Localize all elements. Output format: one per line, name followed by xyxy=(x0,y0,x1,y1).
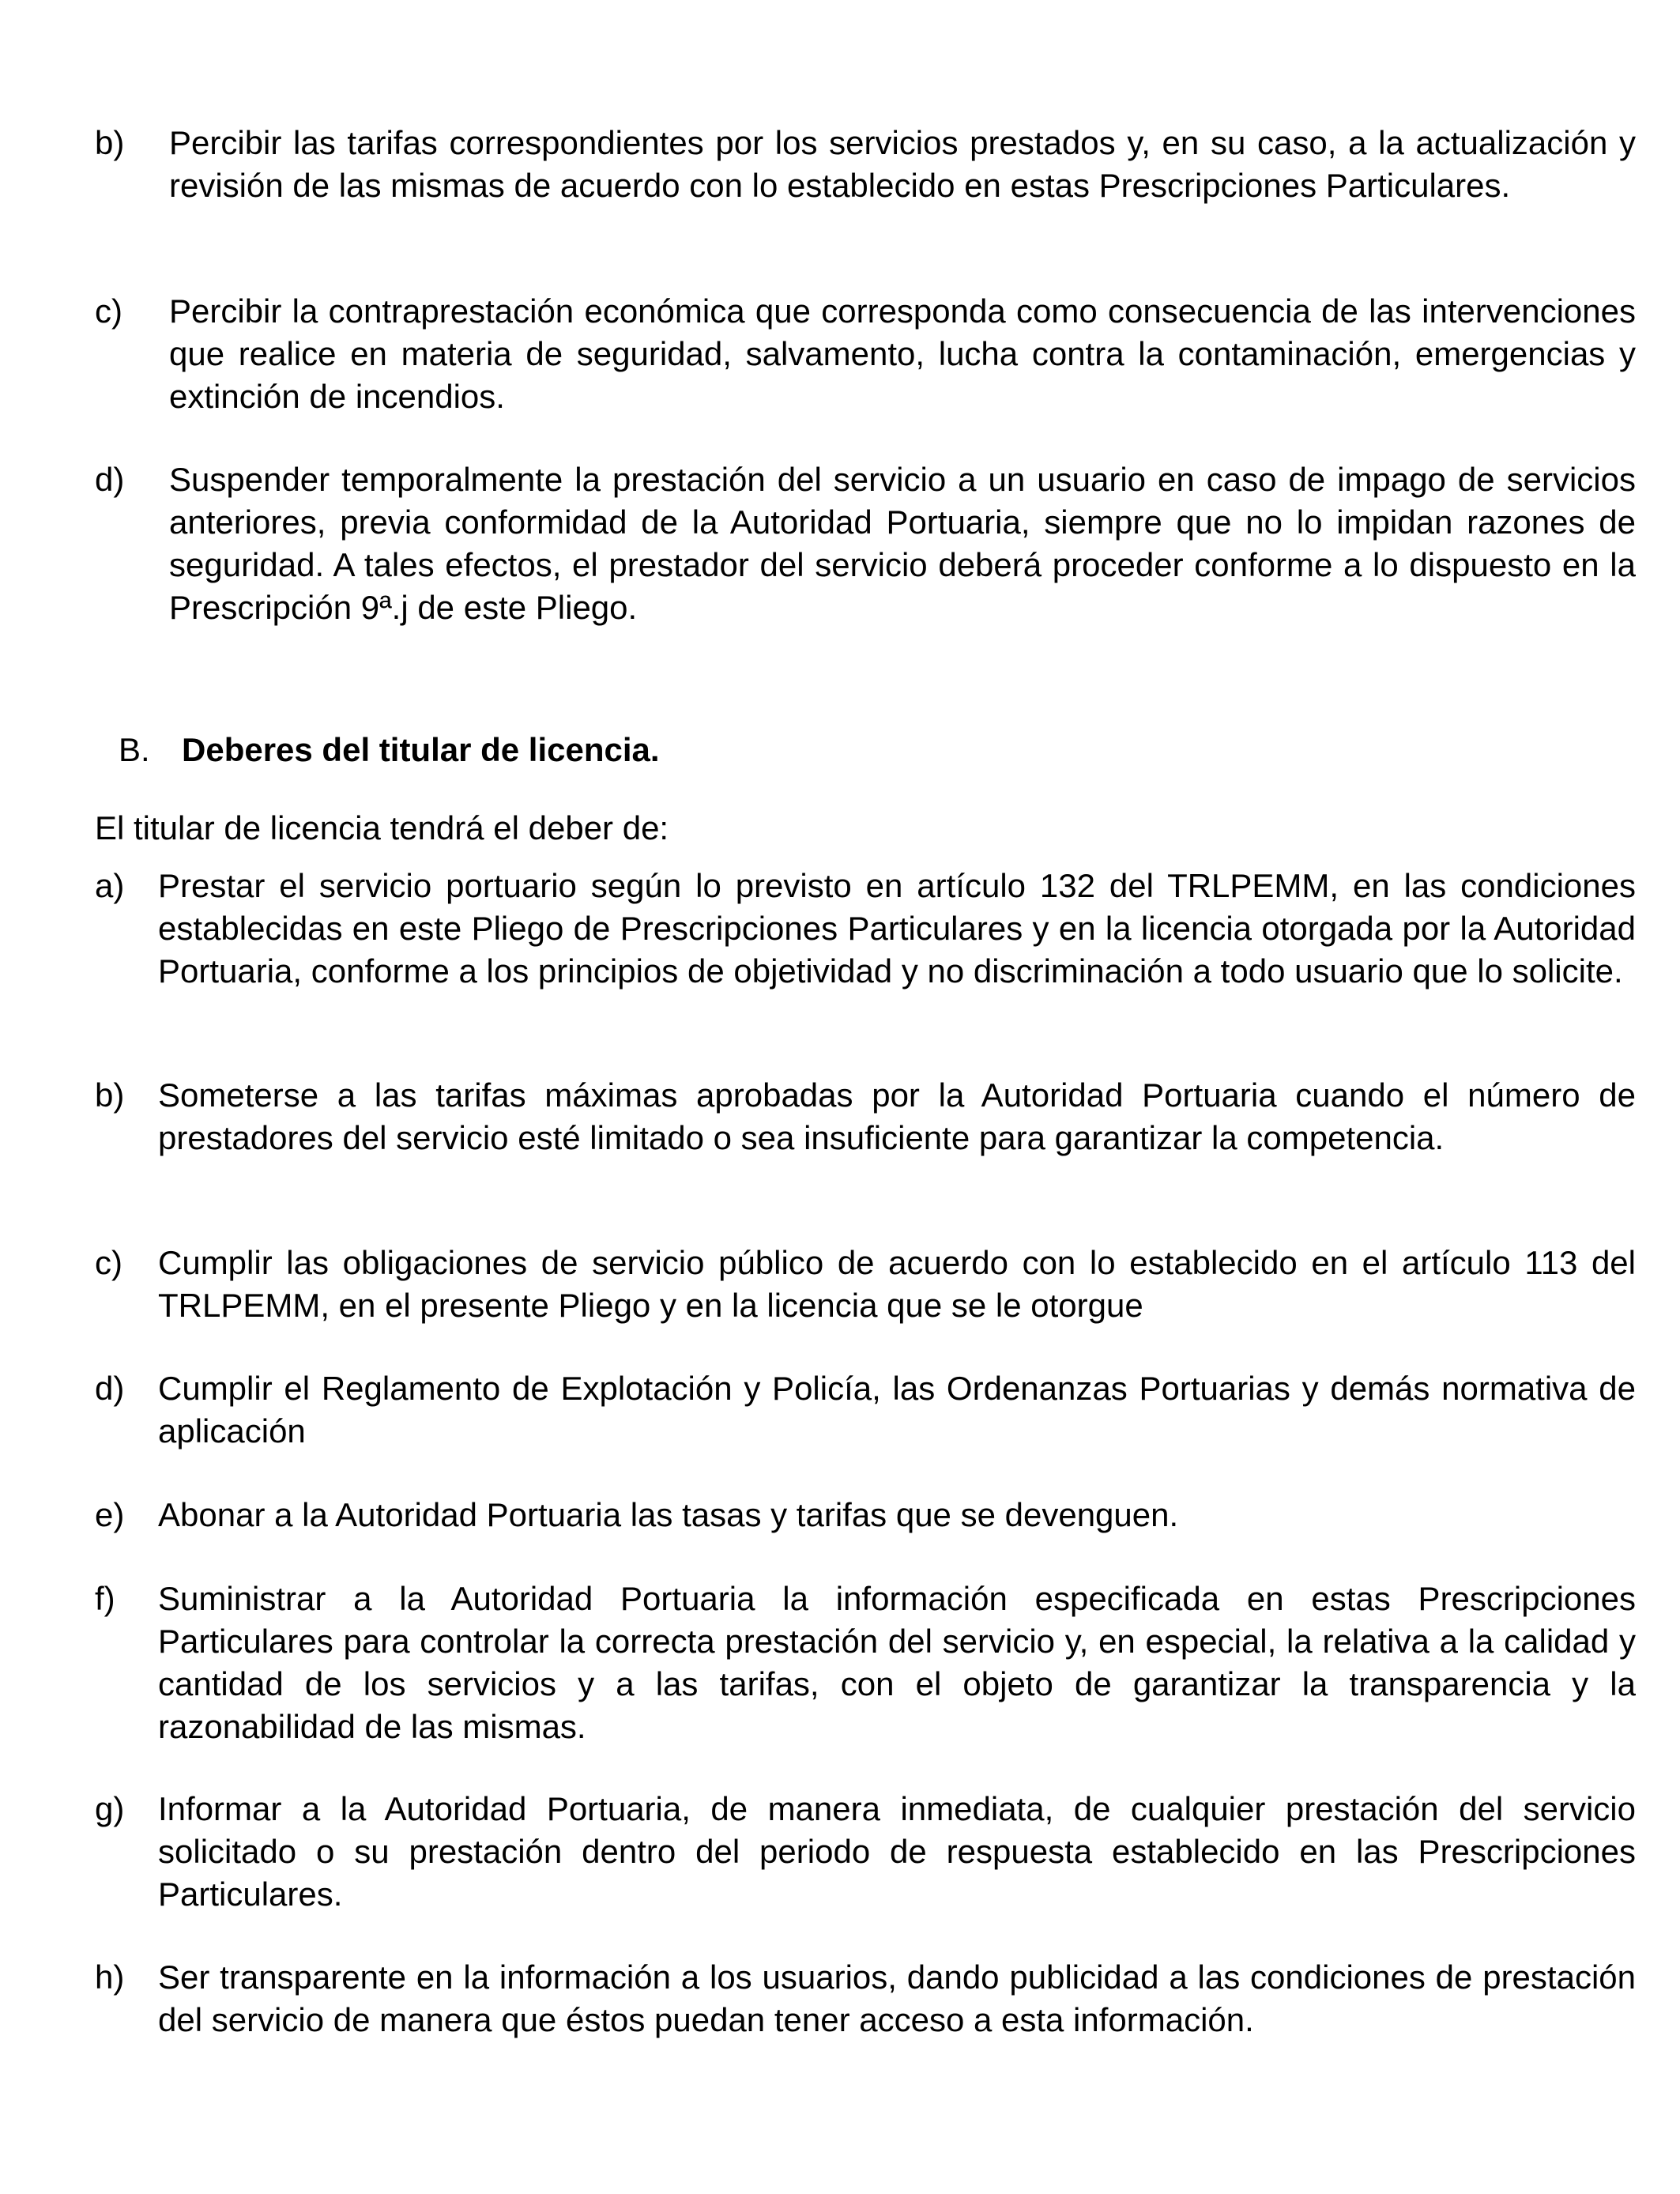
list-item-letter: g) xyxy=(95,1790,125,1827)
list-item-letter: h) xyxy=(95,1958,125,1996)
list-item xyxy=(95,290,1636,418)
list-item xyxy=(95,1494,1636,1536)
list-item-text: Abonar a la Autoridad Portuaria las tasas y tarifas que se devenguen. xyxy=(158,1496,1179,1533)
list-item xyxy=(95,1578,1636,1748)
list-item-text: Percibir las tarifas correspondientes por los servicios prestados y, en su caso, a la actualización y revisión de las mismas de acuerdo con lo establecido en estas Prescripciones Particulares. xyxy=(169,124,1636,204)
list-item-text: Someterse a las tarifas máximas aprobadas por la Autoridad Portuaria cuando el número de prestadores del servicio esté limitado o sea insuficiente para garantizar la competencia. xyxy=(158,1076,1636,1156)
section-intro: El titular de licencia tendrá el deber de: xyxy=(95,809,669,846)
list-item xyxy=(95,865,1636,993)
list-item-letter: e) xyxy=(95,1496,125,1533)
list-item-text: Suministrar a la Autoridad Portuaria la información especificada en estas Prescripciones Particulares para controlar la correcta prestación del servicio y, en especial, la relativa a la calidad y cantidad de los servicios y a las tarifas, con el objeto de garantizar la transparencia y la razonabilidad de las mismas. xyxy=(158,1580,1636,1745)
list-item-letter: b) xyxy=(95,1076,125,1114)
list-item xyxy=(95,1788,1636,1916)
section-heading xyxy=(119,729,660,771)
section-heading-title: Deberes del titular de licencia. xyxy=(182,731,660,768)
list-item-letter: c) xyxy=(95,292,122,330)
list-item-text: Prestar el servicio portuario según lo previsto en artículo 132 del TRLPEMM, en las condiciones establecidas en este Pliego de Prescripciones Particulares y en la licencia otorgada por la Autoridad Portuaria, conforme a los principios de objetividad y no discriminación a todo usuario que lo solicite. xyxy=(158,867,1636,990)
list-item xyxy=(95,122,1636,207)
list-item-text: Ser transparente en la información a los usuarios, dando publicidad a las condiciones de prestación del servicio de manera que éstos puedan tener acceso a esta información. xyxy=(158,1958,1636,2038)
list-item xyxy=(95,1956,1636,2041)
list-item-letter: b) xyxy=(95,124,125,161)
list-item xyxy=(95,1367,1636,1453)
list-item xyxy=(95,1242,1636,1327)
list-item xyxy=(95,458,1636,629)
list-item xyxy=(95,1074,1636,1159)
list-item-text: Cumplir el Reglamento de Explotación y Policía, las Ordenanzas Portuarias y demás normativa de aplicación xyxy=(158,1370,1636,1449)
list-item-letter: d) xyxy=(95,1370,125,1407)
list-item-letter: d) xyxy=(95,461,125,498)
list-item-letter: a) xyxy=(95,867,125,904)
list-item-letter: f) xyxy=(95,1580,115,1617)
list-item-text: Informar a la Autoridad Portuaria, de manera inmediata, de cualquier prestación del servicio solicitado o su prestación dentro del periodo de respuesta establecido en las Prescripciones Particulares. xyxy=(158,1790,1636,1913)
list-item-letter: c) xyxy=(95,1244,122,1281)
list-item-text: Suspender temporalmente la prestación del servicio a un usuario en caso de impago de servicios anteriores, previa conformidad de la Autoridad Portuaria, siempre que no lo impidan razones de seguridad. A tales efectos, el prestador del servicio deberá proceder conforme a lo dispuesto en la Prescripción 9ª.j de este Pliego. xyxy=(169,461,1636,626)
list-item-text: Cumplir las obligaciones de servicio público de acuerdo con lo establecido en el artículo 113 del TRLPEMM, en el presente Pliego y en la licencia que se le otorgue xyxy=(158,1244,1636,1324)
list-item-text: Percibir la contraprestación económica que corresponda como consecuencia de las intervenciones que realice en materia de seguridad, salvamento, lucha contra la contaminación, emergencias y extinción de incendios. xyxy=(169,292,1636,415)
section-heading-letter: B. xyxy=(119,731,150,768)
